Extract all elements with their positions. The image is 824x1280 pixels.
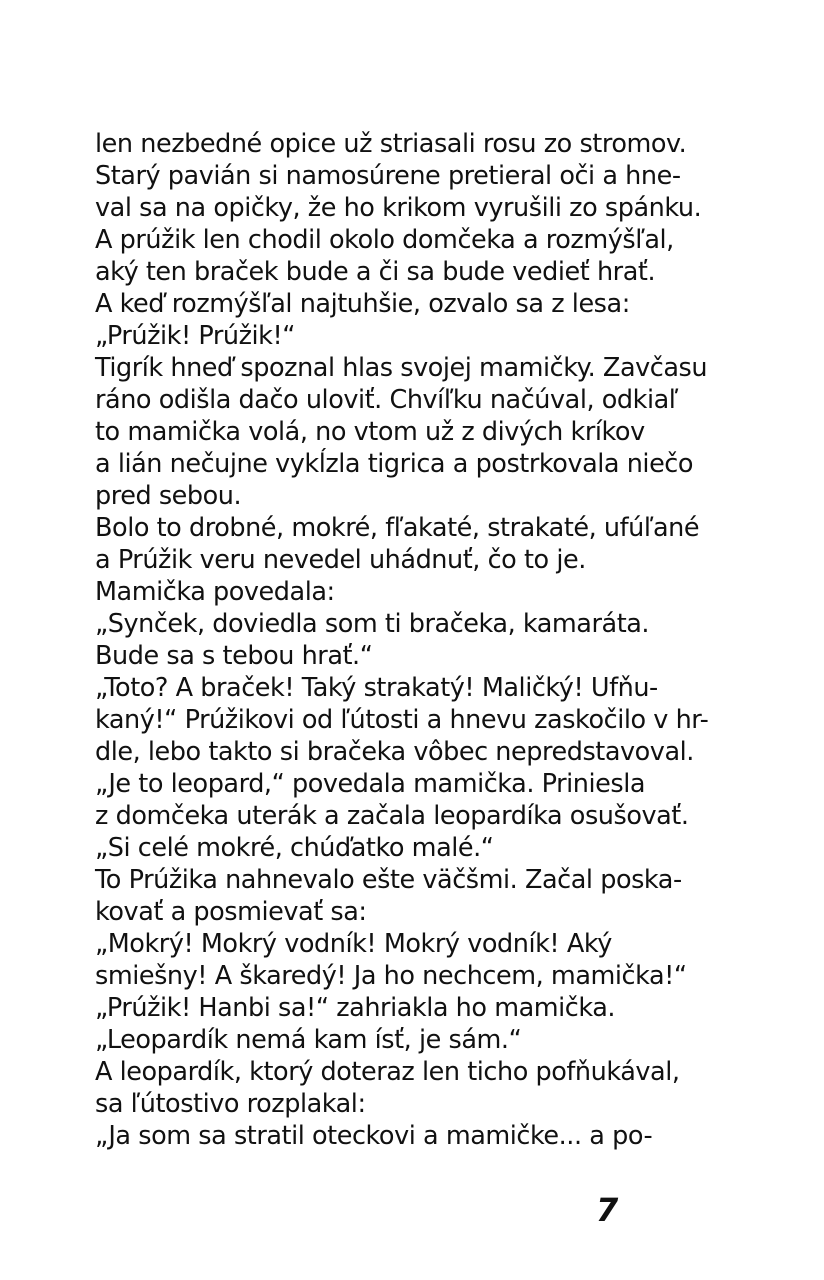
text-line: „Ja som sa stratil oteckovi a mamičke... a po- [95, 1121, 653, 1151]
text-line: len nezbedné opice už striasali rosu zo stromov. [95, 129, 687, 159]
text-line: „Mokrý! Mokrý vodník! Mokrý vodník! Aký [95, 929, 612, 959]
text-line: „Je to leopard,“ povedala mamička. Priniesla [95, 769, 646, 799]
text-line: „Synček, doviedla som ti bračeka, kamaráta. [95, 609, 650, 639]
text-line: „Leopardík nemá kam ísť, je sám.“ [95, 1025, 522, 1055]
text-line: smiešny! A škaredý! Ja ho nechcem, mamička!“ [95, 961, 687, 991]
text-line: a lián nečujne vykĺzla tigrica a postrkovala niečo [95, 449, 694, 479]
text-line: to mamička volá, no vtom už z divých kríkov [95, 417, 645, 447]
page-number: 7 [596, 1191, 619, 1229]
text-line: Bude sa s tebou hrať.“ [95, 641, 373, 671]
text-line: „Toto? A braček! Taký strakatý! Maličký! Ufňu- [95, 673, 658, 703]
text-line: sa ľútostivo rozplakal: [95, 1089, 366, 1119]
text-line: kovať a posmievať sa: [95, 897, 367, 927]
text-line: aký ten braček bude a či sa bude vedieť hrať. [95, 257, 656, 287]
text-line: val sa na opičky, že ho krikom vyrušili zo spánku. [95, 193, 702, 223]
text-line: pred sebou. [95, 481, 242, 511]
text-line: A leopardík, ktorý doteraz len ticho pofňukával, [95, 1057, 680, 1087]
text-line: dle, lebo takto si bračeka vôbec nepredstavoval. [95, 737, 694, 767]
text-line: Tigrík hneď spoznal hlas svojej mamičky. Zavčasu [95, 353, 708, 383]
text-line: Bolo to drobné, mokré, fľakaté, strakaté, ufúľané [95, 513, 700, 543]
text-line: „Prúžik! Hanbi sa!“ zahriakla ho mamička. [95, 993, 616, 1023]
text-line: Starý pavián si namosúrene pretieral oči a hne- [95, 161, 681, 191]
text-line: A prúžik len chodil okolo domčeka a rozmýšľal, [95, 225, 674, 255]
text-line: a Prúžik veru nevedel uhádnuť, čo to je. [95, 545, 586, 575]
text-line: „Si celé mokré, chúďatko malé.“ [95, 833, 494, 863]
body-text [95, 128, 795, 1152]
text-line: Mamička povedala: [95, 577, 335, 607]
text-line: A keď rozmýšľal najtuhšie, ozvalo sa z lesa: [95, 289, 630, 319]
text-line: „Prúžik! Prúžik!“ [95, 321, 296, 351]
text-line: To Prúžika nahnevalo ešte väčšmi. Začal poska- [95, 865, 682, 895]
text-line: kaný!“ Prúžikovi od ľútosti a hnevu zaskočilo v hr- [95, 705, 709, 735]
text-line: ráno odišla dačo uloviť. Chvíľku načúval, odkiaľ [95, 385, 678, 415]
text-line: z domčeka uterák a začala leopardíka osušovať. [95, 801, 689, 831]
